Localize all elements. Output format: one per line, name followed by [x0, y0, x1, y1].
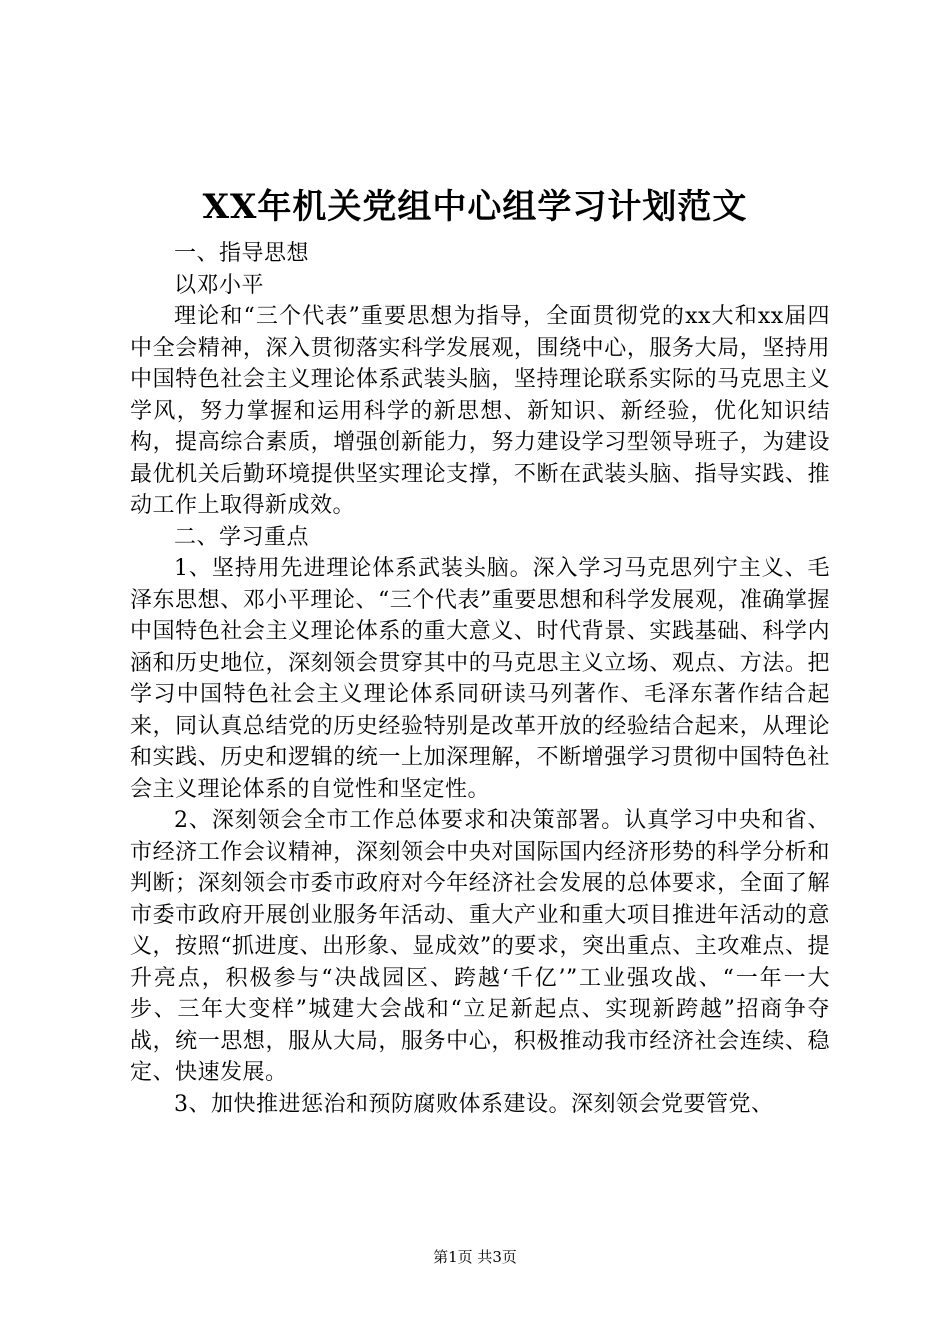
page-number-footer: 第1页 共3页 — [433, 1248, 517, 1266]
section-heading-study-focus: 二、学习重点 — [174, 524, 310, 550]
paragraph: 3、加快推进惩治和预防腐败体系建设。深刻领会党要管党、 — [174, 1091, 774, 1117]
section-heading-guiding-thought: 一、指导思想 — [174, 241, 310, 266]
paragraph: 2、深刻领会全市工作总体要求和决策部署。认真学习中央和省、市经济工作会议精神，深刻领会中央对国际国内经济形势的科学分析和判断；深刻领会市委市政府对今年经济社会发展的总体要求，全面了解市委市政府开展创业服务年活动、重大产业和重大项目推进年活动的意义，按照“抓进度、出形象、显成效”的要求，突出重点、主攻难点、提升亮点，积极参与“决战园区、跨越‘千亿’”工业强攻战、“一年一大步、三年大变样”城建大会战和“立足新起点、实现新跨越”招商争夺战，统一思想，服从大局，服务中心，积极推动我市经济社会连续、稳定、快速发展。 — [130, 808, 830, 1085]
paragraph: 理论和“三个代表”重要思想为指导，全面贯彻党的xx大和xx届四中全会精神，深入贯彻落实科学发展观，围绕中心，服务大局，坚持用中国特色社会主义理论体系武装头脑，坚持理论联系实际的马克思主义学风，努力掌握和运用科学的新思想、新知识、新经验，优化知识结构，提高综合素质，增强创新能力，努力建设学习型领导班子，为建设最优机关后勤环境提供坚实理论支撑，不断在武装头脑、指导实践、推动工作上取得新成效。 — [130, 304, 830, 518]
paragraph: 以邓小平 — [174, 272, 265, 298]
document-body — [130, 238, 830, 1120]
document-title: XX年机关党组中心组学习计划范文 — [202, 187, 748, 227]
paragraph: 1、坚持用先进理论体系武装头脑。深入学习马克思列宁主义、毛泽东思想、邓小平理论、“三个代表”重要思想和科学发展观，准确掌握中国特色社会主义理论体系的重大意义、时代背景、实践基础、科学内涵和历史地位，深刻领会贯穿其中的马克思主义立场、观点、方法。把学习中国特色社会主义理论体系同研读马列著作、毛泽东著作结合起来，同认真总结党的历史经验特别是改革开放的经验结合起来，从理论和实践、历史和逻辑的统一上加深理解，不断增强学习贯彻中国特色社会主义理论体系的自觉性和坚定性。 — [130, 556, 830, 802]
